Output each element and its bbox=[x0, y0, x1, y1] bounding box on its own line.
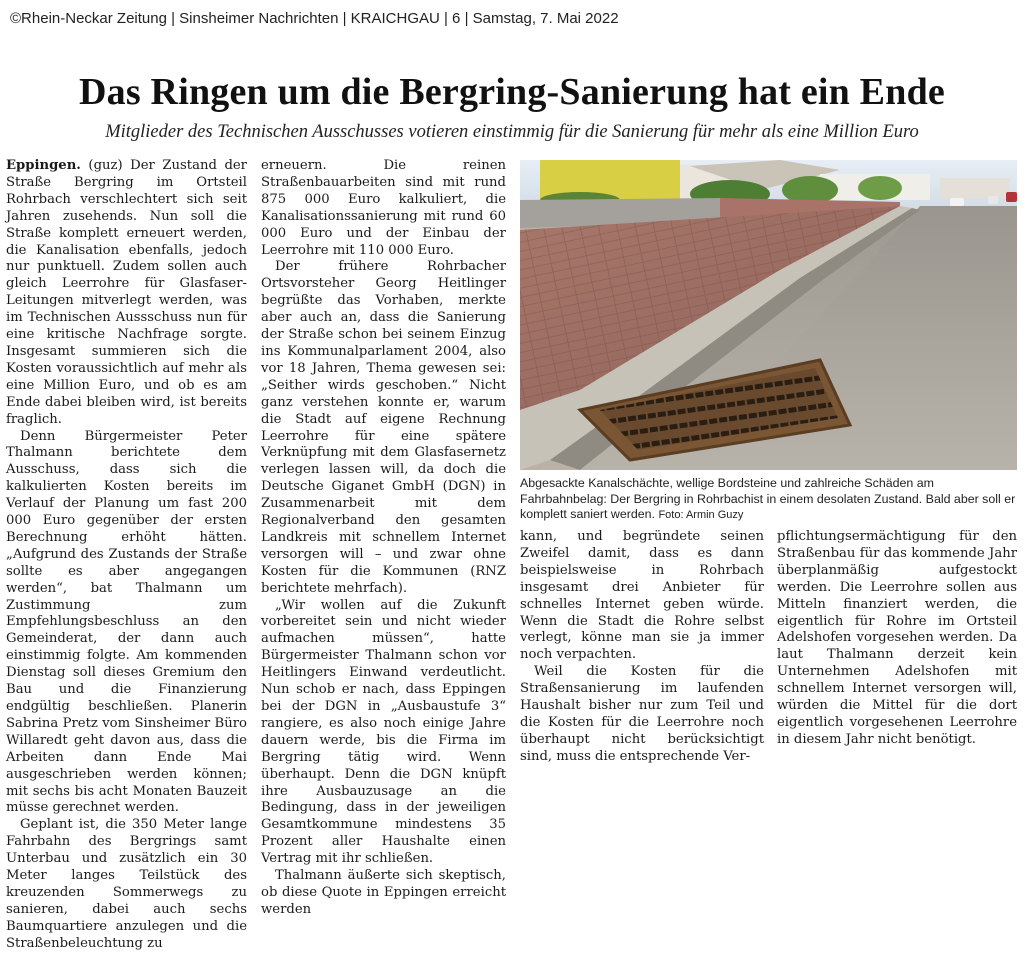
paragraph: „Wir wollen auf die Zukunft vorbereitet sein und nicht wieder aufmachen müssen“, hatte Bürgermeister Thalmann schon vor Heitlingers Einwand verdeutlicht. Nun schob er nach, dass Eppingen bei der DGN in „Ausbaustufe 3“ rangiere, es also noch einige Jahre dauern werde, bis die Firma im Bergring tätig wird. Wenn überhaupt. Denn die DGN knüpft ihre Ausbauzusage an die Bedingung, dass in der jeweiligen Gesamtkommune mindestens 35 Prozent aller Haushalte einen Vertrag mit ihr schließen. bbox=[261, 597, 506, 867]
article-column-4 bbox=[777, 529, 1017, 747]
source-line: ©Rhein-Neckar Zeitung | Sinsheimer Nachrichten | KRAICHGAU | 6 | Samstag, 7. Mai 2022 bbox=[10, 10, 619, 27]
dateline: Eppingen. bbox=[6, 158, 81, 173]
paragraph: Geplant ist, die 350 Meter lange Fahrbahn des Bergrings samt Unterbau und zusätzlich ein 30 Meter langes Teilstück des kreuzenden Sommerwegs zu sanieren, dabei auch sechs Baumquartiere anzulegen und die Straßenbeleuchtung zu bbox=[6, 817, 247, 951]
paragraph: erneuern. Die reinen Straßenbauarbeiten sind mit rund 875 000 Euro kalkuliert, die Kanalisationssanierung mit rund 60 000 Euro und der Einbau der Leerrohre mit 110 000 Euro. bbox=[261, 158, 506, 258]
paragraph: Thalmann äußerte sich skeptisch, ob diese Quote in Eppingen erreicht werden bbox=[261, 868, 506, 917]
street-photo bbox=[520, 160, 1017, 470]
paragraph: Weil die Kosten für die Straßensanierung im laufenden Haushalt bisher nur zum Teil und die Kosten für die Leerrohre noch überhaupt nicht berücksichtigt sind, muss die entsprechende Ver- bbox=[520, 664, 764, 764]
paragraph bbox=[6, 158, 247, 429]
photo-credit: Foto: Armin Guzy bbox=[658, 509, 744, 521]
photo-caption bbox=[520, 476, 1020, 524]
paragraph: kann, und begründete seinen Zweifel damit, dass es dann beispielsweise in Rohrbach insgesamt drei Anbieter für schnelles Internet geben würde. Wenn die Stadt die Rohre selbst verlegt, könne man sie ja immer noch verpachten. bbox=[520, 529, 764, 663]
subheadline: Mitglieder des Technischen Ausschusses votieren einstimmig für die Sanierung für mehr als eine Million Euro bbox=[105, 122, 919, 142]
paragraph: Der frühere Rohrbacher Ortsvorsteher Georg Heitlinger begrüßte das Vorhaben, merkte aber auch an, dass die Sanierung der Straße schon bei seinem Einzug ins Kommunalparlament 2004, also vor 18 Jahren, Thema gewesen sei: „Seither wirds geschoben.“ Nicht ganz verstehen konnte er, warum die Stadt auf eigene Rechnung Leerrohre für eine spätere Verknüpfung mit dem Glasfasernetz verlegen lassen will, da doch die Deutsche Giganet GmbH (DGN) in Zusammenarbeit mit dem Regionalverband den gesamten Landkreis mit schnellem Internet versorgen will – und zwar ohne Kosten für die Kommunen (RNZ berichtete mehrfach). bbox=[261, 259, 506, 596]
caption-text: Abgesackte Kanalschächte, wellige Bordsteine und zahlreiche Schäden am Fahrbahnbelag: Der Bergring in Rohrbachist in einem desolaten Zustand. Bald aber soll er komplett saniert werden. bbox=[520, 476, 1016, 521]
paragraph: pflichtungsermächtigung für den Straßenbau für das kommende Jahr überplanmäßig aufgestockt werden. Die Leerrohre sollen aus Mitteln finanziert werden, die eigentlich für Rohre im Ortsteil Adelshofen vorgesehen werden. Da laut Thalmann derzeit kein Unternehmen Adelshofen mit schnellem Internet versorgen will, würden die Mittel für die dort eigentlich vorgesehenen Leerrohre in diesem Jahr nicht benötigt. bbox=[777, 529, 1017, 747]
paragraph: Denn Bürgermeister Peter Thalmann berichtete dem Ausschuss, dass sich die kalkulierten Kosten bereits im Verlauf der Planung um fast 200 000 Euro gegenüber der ersten Berechnung erhöht hätten. „Aufgrund des Zustands der Straße sollte es aber angegangen werden“, bat Thalmann um Zustimmung zum Empfehlungsbeschluss an den Gemeinderat, der dann auch einstimmig folgte. Am kommenden Dienstag soll dieses Gremium den Bau und die Finanzierung endgültig beschließen. Planerin Sabrina Pretz vom Sinsheimer Büro Willaredt geht davon aus, dass die Arbeiten dann Ende Mai ausgeschrieben werden können; mit sechs bis acht Monaten Bauzeit müsse gerechnet werden. bbox=[6, 428, 247, 816]
article-column-1 bbox=[6, 158, 247, 951]
paragraph-text: (guz) Der Zustand der Straße Bergring im Ortsteil Rohrbach verschlechtert sich seit Jahren zusehends. Nun soll die Straße komplett erneuert werden, die Kanalisation ebenfalls, jedoch nur punktuell. Zudem sollen auch gleich Leerrohre für Glasfaser-Leitungen mitverlegt werden, was im Technischen Aussschuss nun für eine kritische Nachfrage sorgte. Insgesamt summieren sich die Kosten voraussichtlich auf mehr als eine Million Euro, und ob es am Ende dabei bleiben wird, ist bereits fraglich. bbox=[6, 158, 247, 427]
article-column-3 bbox=[520, 529, 764, 764]
headline: Das Ringen um die Bergring-Sanierung hat ein Ende bbox=[79, 71, 945, 113]
article-column-2 bbox=[261, 158, 506, 917]
